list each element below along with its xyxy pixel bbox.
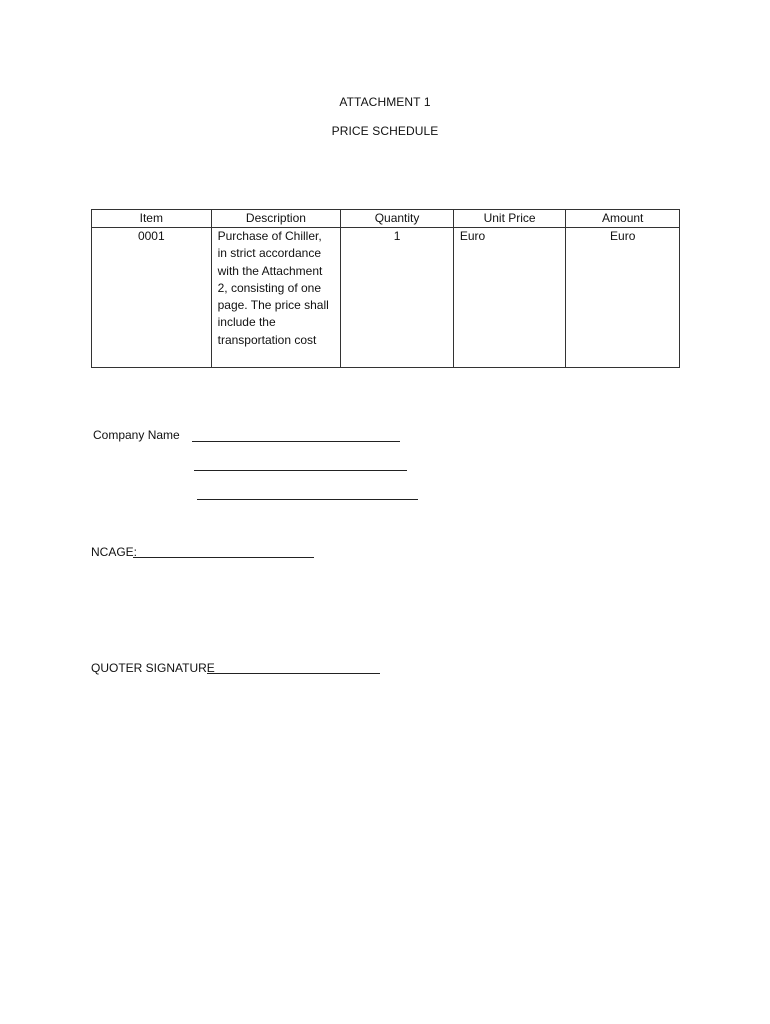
column-header-unit-price: Unit Price [453,210,566,228]
cell-unit-price: Euro [453,228,566,368]
price-schedule-table [91,209,680,368]
table-header-row [92,210,680,228]
document-heading: ATTACHMENT 1 [339,95,431,109]
company-name-label: Company Name [93,428,180,442]
quoter-signature-label: QUOTER SIGNATURE [91,661,215,675]
column-header-description: Description [211,210,341,228]
column-header-item: Item [92,210,212,228]
column-header-quantity: Quantity [341,210,454,228]
cell-description: Purchase of Chiller, in strict accordance with the Attachment 2, consisting of one page. The price shall include the transportation cost [211,228,341,368]
column-header-amount: Amount [566,210,680,228]
company-name-field-line-1[interactable] [192,441,400,442]
table-row [92,228,680,368]
company-name-field-line-3[interactable] [197,499,418,500]
cell-amount: Euro [566,228,680,368]
cell-item: 0001 [92,228,212,368]
ncage-label: NCAGE: [91,545,138,559]
quoter-signature-field-line[interactable] [207,673,380,674]
cell-quantity: 1 [341,228,454,368]
document-subheading: PRICE SCHEDULE [331,124,439,138]
ncage-field-line[interactable] [133,557,314,558]
company-name-field-line-2[interactable] [194,470,407,471]
